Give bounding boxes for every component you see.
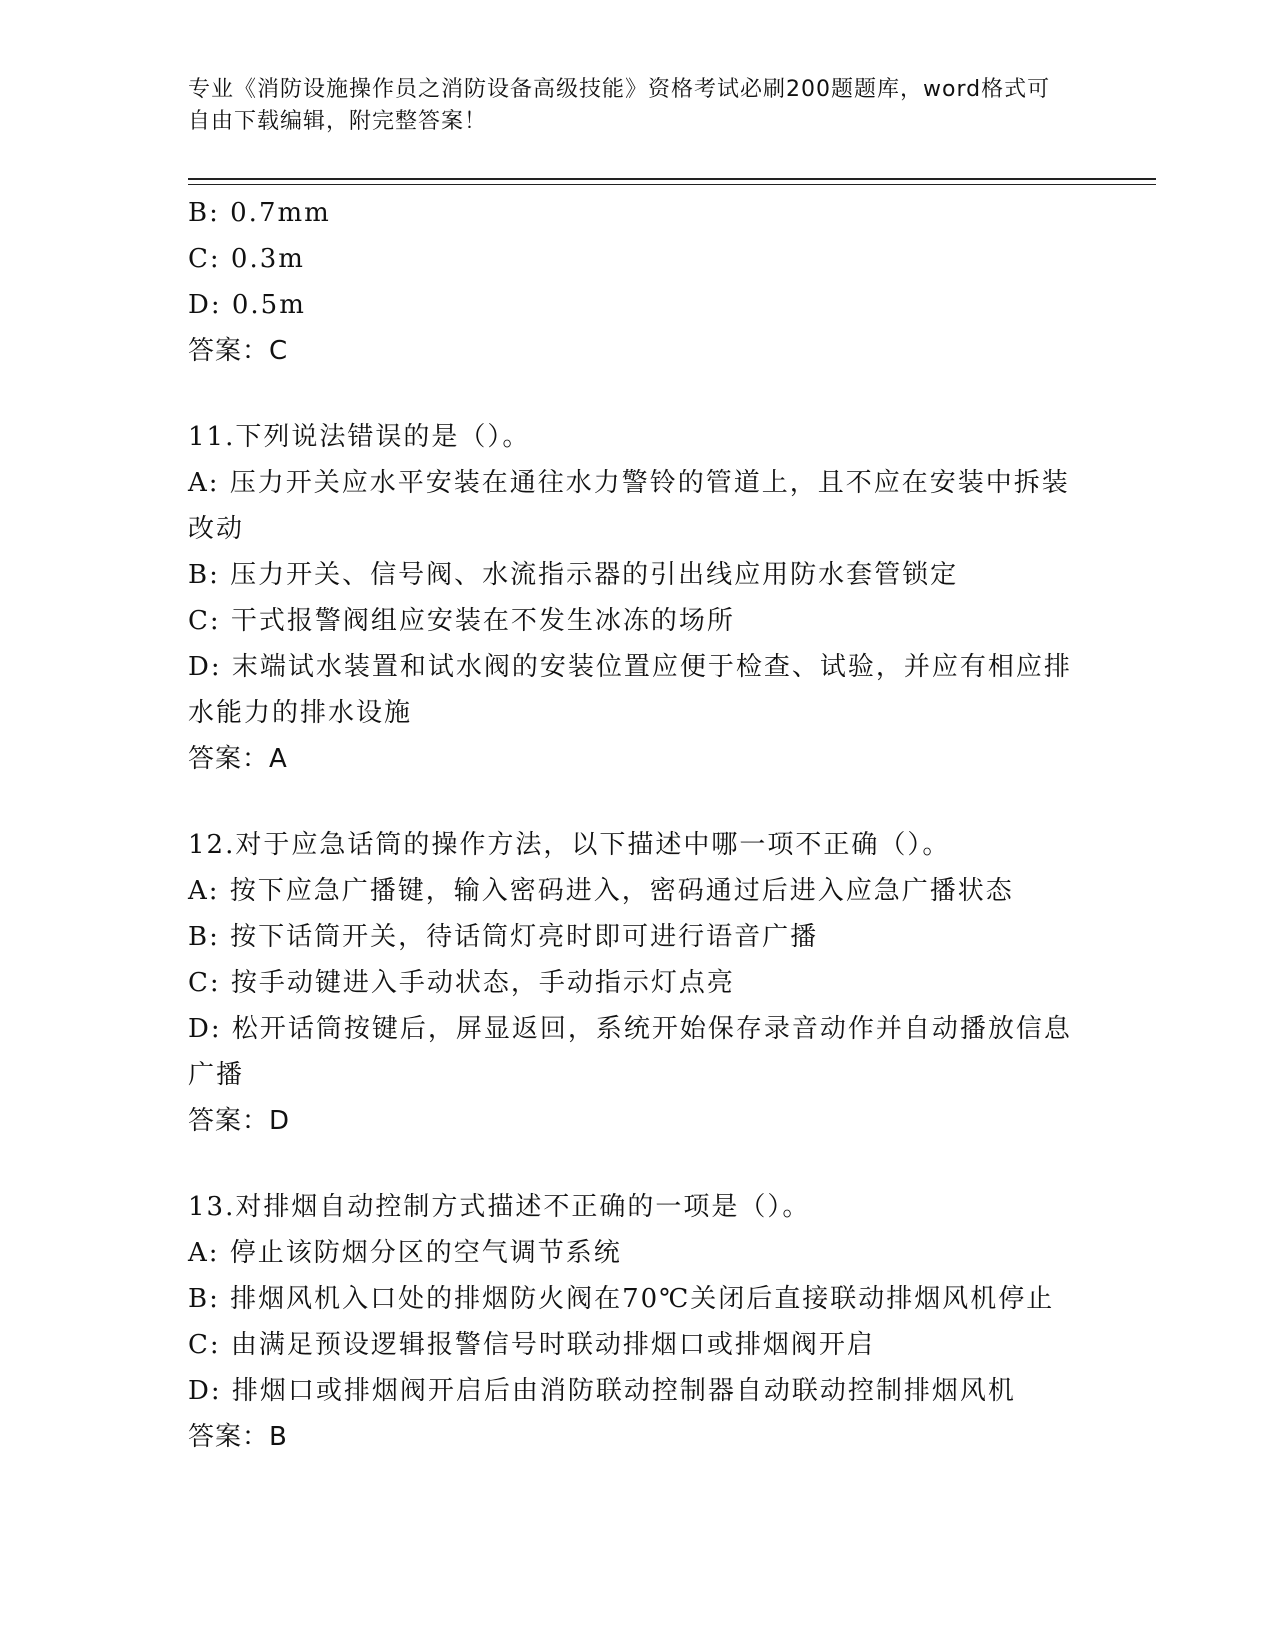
header-divider-thin: [188, 184, 1156, 185]
question-block: [188, 822, 1088, 1144]
option-b: B: 0.7mm: [188, 198, 331, 228]
option-a: A: 停止该防烟分区的空气调节系统: [188, 1238, 622, 1268]
option-c: C: 由满足预设逻辑报警信号时联动排烟口或排烟阀开启: [188, 1330, 875, 1360]
option-a: A: 压力开关应水平安装在通往水力警铃的管道上，且不应在安装中拆装改动: [188, 468, 1070, 544]
question-content: [188, 190, 1088, 1460]
option-c: C: 干式报警阀组应安装在不发生冰冻的场所: [188, 606, 735, 636]
answer-line: 答案：B: [188, 1422, 288, 1452]
answer-line: 答案：A: [188, 744, 288, 774]
option-c: C: 0.3m: [188, 244, 305, 274]
option-a: A: 按下应急广播键，输入密码进入，密码通过后进入应急广播状态: [188, 876, 1014, 906]
previous-question-block: [188, 190, 1088, 374]
question-block: [188, 1184, 1088, 1460]
option-c: C: 按手动键进入手动状态，手动指示灯点亮: [188, 968, 735, 998]
option-b: B: 压力开关、信号阀、水流指示器的引出线应用防水套管锁定: [188, 560, 959, 590]
option-b: B: 排烟风机入口处的排烟防火阀在70℃关闭后直接联动排烟风机停止: [188, 1284, 1055, 1314]
answer-line: 答案：D: [188, 1106, 291, 1136]
option-d: D: 排烟口或排烟阀开启后由消防联动控制器自动联动控制排烟风机: [188, 1376, 1016, 1406]
option-d: D: 末端试水装置和试水阀的安装位置应便于检查、试验，并应有相应排水能力的排水设施: [188, 652, 1072, 728]
header-divider: [188, 178, 1156, 180]
option-b: B: 按下话筒开关，待话筒灯亮时即可进行语音广播: [188, 922, 819, 952]
question-stem: 11.下列说法错误的是（）。: [188, 422, 531, 452]
option-d: D: 松开话筒按键后，屏显返回，系统开始保存录音动作并自动播放信息广播: [188, 1014, 1072, 1090]
answer-line: 答案：C: [188, 336, 289, 366]
question-stem: 13.对排烟自动控制方式描述不正确的一项是（）。: [188, 1192, 811, 1222]
question-block: [188, 414, 1088, 782]
option-d: D: 0.5m: [188, 290, 306, 320]
page-header: 专业《消防设施操作员之消防设备高级技能》资格考试必刷200题题库，word格式可自由下载编辑，附完整答案！: [188, 77, 1051, 134]
question-stem: 12.对于应急话筒的操作方法，以下描述中哪一项不正确（）。: [188, 830, 951, 860]
